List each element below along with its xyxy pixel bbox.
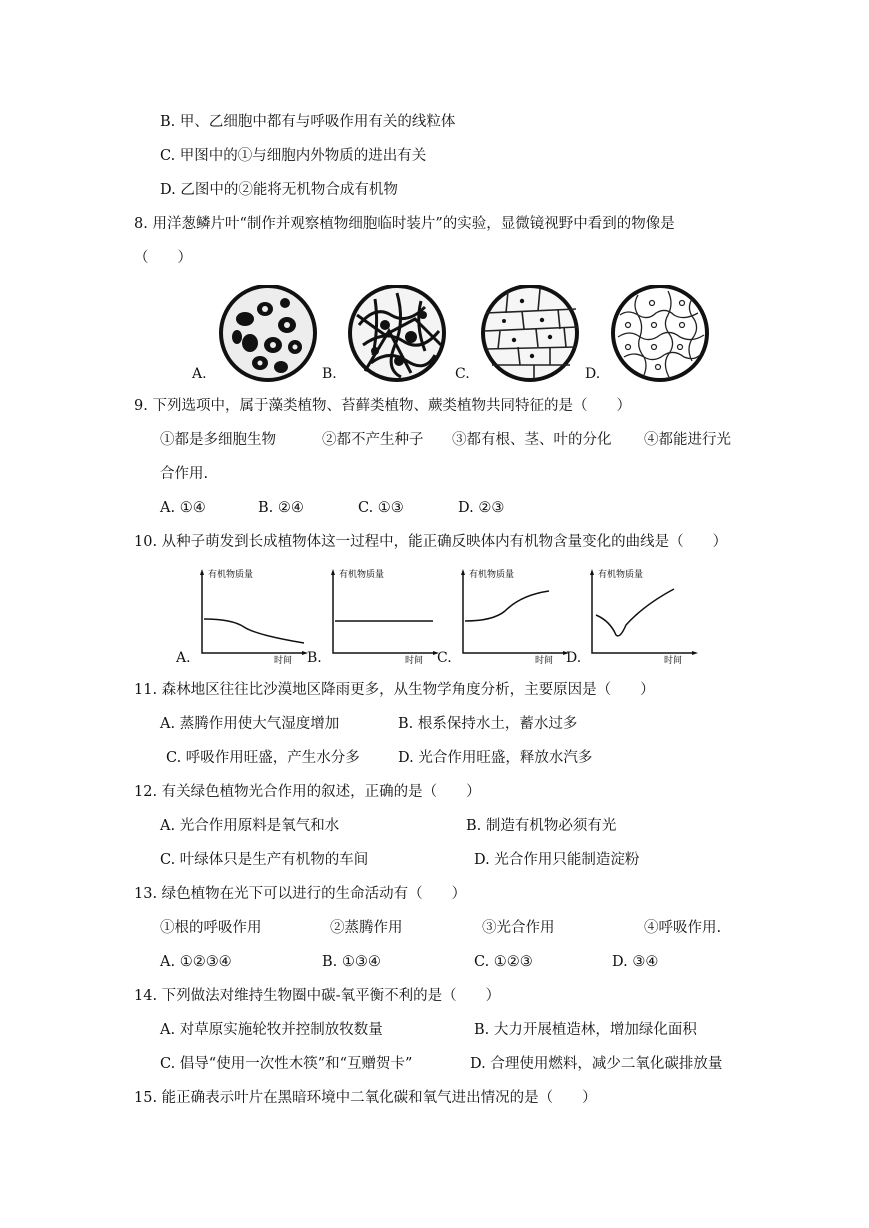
q14-option-a: A. 对草原实施轮牧并控制放牧数量 — [160, 1022, 383, 1038]
q14-option-c: C. 倡导“使用一次性木筷”和“互赠贺卡” — [160, 1056, 413, 1072]
q13-option-a: A. ①②③④ — [160, 954, 232, 970]
q13-stem: 13. 绿色植物在光下可以进行的生命活动有（ ） — [134, 886, 467, 902]
microscope-view-b-image — [345, 285, 455, 385]
q9-statement-4a: ④都能进行光 — [644, 432, 731, 448]
q9-statement-2: ②都不产生种子 — [322, 432, 424, 448]
q10-graph-d-label: D. — [566, 650, 582, 666]
q13-option-b: B. ①③④ — [322, 954, 381, 970]
q10-graph-a-xlabel: 时间 — [274, 656, 293, 665]
q8-label-c: C. — [455, 366, 470, 382]
q12-option-a: A. 光合作用原料是氧气和水 — [160, 818, 340, 834]
q10-graph-a-ylabel: 有机物质量 — [208, 570, 254, 580]
q7-option-d: D. 乙图中的②能将无机物合成有机物 — [160, 182, 398, 198]
q10-graph-d — [582, 565, 702, 665]
q9-statement-1: ①都是多细胞生物 — [160, 432, 276, 448]
microscope-view-d-image — [608, 285, 718, 385]
q10-graph-c-curve — [465, 591, 549, 621]
q10-graph-c-ylabel: 有机物质量 — [469, 570, 515, 580]
q9-option-c: C. ①③ — [358, 500, 404, 516]
q9-stem: 9. 下列选项中，属于藻类植物、苔藓类植物、蕨类植物共同特征的是（ ） — [134, 398, 631, 414]
q12-option-b: B. 制造有机物必须有光 — [466, 818, 617, 834]
q9-statement-4b: 合作用. — [160, 466, 209, 482]
q14-stem: 14. 下列做法对维持生物圈中碳-氧平衡不利的是（ ） — [134, 988, 501, 1004]
q9-option-b: B. ②④ — [258, 500, 304, 516]
q10-graph-d-ylabel: 有机物质量 — [598, 570, 644, 580]
q13-statement-2: ②蒸腾作用 — [330, 920, 403, 936]
q13-statement-3: ③光合作用 — [482, 920, 555, 936]
q10-graph-a-label: A. — [176, 650, 191, 666]
q8-stem: 8. 用洋葱鳞片叶“制作并观察植物细胞临时装片”的实验，显微镜视野中看到的物像是 — [134, 216, 675, 232]
q12-option-d: D. 光合作用只能制造淀粉 — [474, 852, 640, 868]
q11-option-b: B. 根系保持水土，蓄水过多 — [398, 716, 578, 732]
q11-option-c: C. 呼吸作用旺盛，产生水分多 — [166, 750, 360, 766]
q15-stem: 15. 能正确表示叶片在黑暗环境中二氧化碳和氧气进出情况的是（ ） — [134, 1090, 597, 1106]
q7-option-c: C. 甲图中的①与细胞内外物质的进出有关 — [160, 148, 427, 164]
q10-graph-c — [453, 565, 573, 665]
q13-option-c: C. ①②③ — [474, 954, 533, 970]
q12-stem: 12. 有关绿色植物光合作用的叙述，正确的是（ ） — [134, 784, 481, 800]
q11-stem: 11. 森林地区往往比沙漠地区降雨更多，从生物学角度分析，主要原因是（ ） — [134, 682, 655, 698]
q10-graph-b — [323, 565, 443, 665]
microscope-view-a-image — [215, 285, 325, 385]
q11-option-d: D. 光合作用旺盛，释放水汽多 — [398, 750, 593, 766]
q10-graph-a — [192, 565, 312, 665]
q10-graph-d-curve — [596, 589, 674, 636]
q8-label-b: B. — [322, 366, 337, 382]
q9-option-a: A. ①④ — [160, 500, 206, 516]
q10-stem: 10. 从种子萌发到长成植物体这一过程中，能正确反映体内有机物含量变化的曲线是（ ） — [134, 534, 728, 550]
q12-option-c: C. 叶绿体只是生产有机物的车间 — [160, 852, 369, 868]
q8-label-d: D. — [585, 366, 601, 382]
q14-option-b: B. 大力开展植造林，增加绿化面积 — [474, 1022, 697, 1038]
q13-statement-4: ④呼吸作用. — [644, 920, 722, 936]
q8-blank: （ ） — [134, 250, 192, 266]
q8-label-a: A. — [192, 366, 207, 382]
q10-graph-d-xlabel: 时间 — [664, 656, 683, 665]
microscope-view-c-image — [478, 285, 588, 385]
q10-graph-b-label: B. — [307, 650, 322, 666]
q13-statement-1: ①根的呼吸作用 — [160, 920, 262, 936]
q10-graph-c-xlabel: 时间 — [535, 656, 554, 665]
q7-option-b: B. 甲、乙细胞中都有与呼吸作用有关的线粒体 — [160, 114, 456, 130]
q11-option-a: A. 蒸腾作用使大气湿度增加 — [160, 716, 340, 732]
q10-graph-a-curve — [204, 619, 304, 643]
q9-option-d: D. ②③ — [458, 500, 505, 516]
q14-option-d: D. 合理使用燃料，减少二氧化碳排放量 — [470, 1056, 723, 1072]
q13-option-d: D. ③④ — [612, 954, 659, 970]
q10-graph-c-label: C. — [437, 650, 452, 666]
q10-graph-b-ylabel: 有机物质量 — [339, 570, 385, 580]
q9-statement-3: ③都有根、茎、叶的分化 — [452, 432, 612, 448]
q10-graph-b-xlabel: 时间 — [405, 656, 424, 665]
